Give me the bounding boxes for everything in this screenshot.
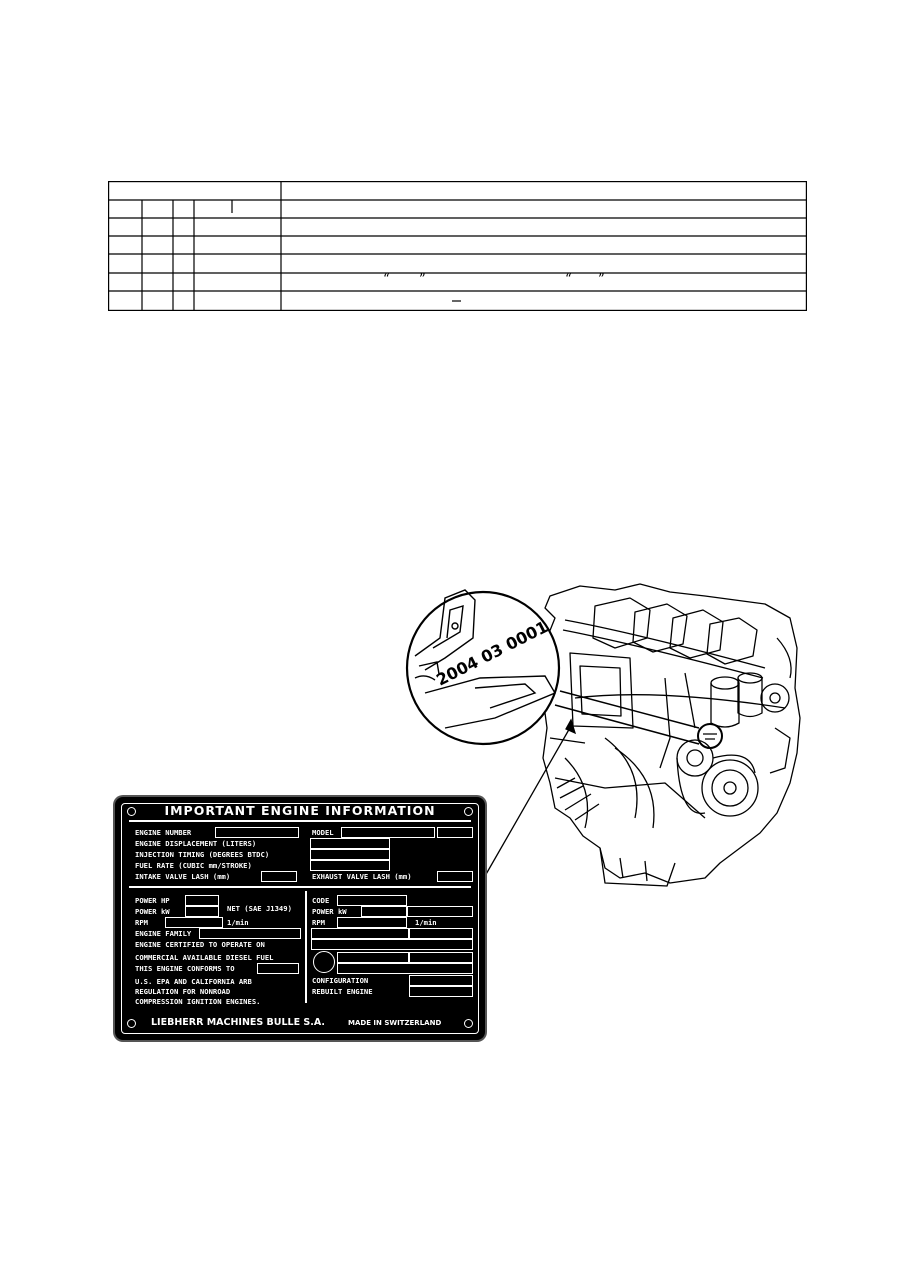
label-configuration: CONFIGURATION	[312, 976, 369, 985]
field-configuration	[409, 975, 473, 986]
label-rpm-right: RPM	[312, 918, 325, 927]
label-engine-family: ENGINE FAMILY	[135, 929, 192, 938]
field-code	[337, 895, 407, 906]
engine-serial-number: 2004 03 0001	[433, 617, 551, 690]
label-rpm: RPM	[135, 918, 148, 927]
field-model	[341, 827, 435, 838]
open-quote-2: “	[565, 272, 572, 287]
field-engine-displacement	[310, 838, 390, 849]
spec-table	[108, 181, 807, 311]
label-certified-line2: COMMERCIAL AVAILABLE DIESEL FUEL	[135, 953, 274, 962]
label-rebuilt-engine: REBUILT ENGINE	[312, 987, 373, 996]
certification-seal-icon	[313, 951, 335, 973]
field-power-kw	[185, 906, 219, 917]
field-seal-3	[337, 963, 473, 974]
open-quote-1: “	[383, 272, 390, 287]
field-power-kw-right	[361, 906, 407, 917]
label-per-min: 1/min	[227, 918, 249, 927]
label-manufacturer: LIEBHERR MACHINES BULLE S.A.	[151, 1017, 325, 1028]
field-fuel-rate	[310, 860, 390, 871]
label-epa-line2: REGULATION FOR NONROAD	[135, 987, 231, 996]
field-rpm-right	[337, 917, 407, 928]
label-code: CODE	[312, 896, 330, 905]
mounting-hole-icon	[127, 1019, 136, 1028]
label-net-sae: NET (SAE J1349)	[227, 904, 292, 913]
field-right-3	[311, 939, 473, 950]
field-conforms-to	[257, 963, 299, 974]
close-quote-1: ”	[419, 272, 426, 287]
field-rebuilt-engine	[409, 986, 473, 997]
label-exhaust-valve-lash: EXHAUST VALVE LASH (mm)	[312, 872, 412, 881]
field-right-2	[409, 928, 473, 939]
field-seal-2	[409, 952, 473, 963]
label-power-kw-right: POWER kW	[312, 907, 347, 916]
field-seal-1	[337, 952, 409, 963]
field-power-hp	[185, 895, 219, 906]
section-divider	[129, 886, 471, 888]
field-exhaust-valve-lash	[437, 871, 473, 882]
label-model: MODEL	[312, 828, 334, 837]
label-intake-valve-lash: INTAKE VALVE LASH (mm)	[135, 872, 231, 881]
label-power-kw: POWER kW	[135, 907, 170, 916]
label-power-hp: POWER HP	[135, 896, 170, 905]
field-injection-timing	[310, 849, 390, 860]
field-right-1	[311, 928, 409, 939]
field-engine-family	[199, 928, 301, 939]
spec-table-grid	[108, 181, 807, 311]
label-epa-line1: U.S. EPA AND CALIFORNIA ARB	[135, 977, 252, 986]
label-per-min-right: 1/min	[415, 918, 437, 927]
label-injection-timing: INJECTION TIMING (DEGREES BTDC)	[135, 850, 270, 859]
label-certified-line1: ENGINE CERTIFIED TO OPERATE ON	[135, 940, 265, 949]
label-engine-number: ENGINE NUMBER	[135, 828, 192, 837]
title-divider	[129, 820, 471, 822]
label-conforms-to: THIS ENGINE CONFORMS TO	[135, 964, 235, 973]
label-made-in: MADE IN SWITZERLAND	[348, 1019, 442, 1027]
label-engine-displacement: ENGINE DISPLACEMENT (LITERS)	[135, 839, 257, 848]
field-rpm	[165, 917, 223, 928]
column-divider	[305, 891, 307, 1003]
field-intake-valve-lash	[261, 871, 297, 882]
field-engine-number	[215, 827, 299, 838]
label-epa-line3: COMPRESSION IGNITION ENGINES.	[135, 997, 261, 1006]
mounting-hole-icon	[464, 1019, 473, 1028]
field-model-suffix	[437, 827, 473, 838]
nameplate-title: IMPORTANT ENGINE INFORMATION	[164, 803, 436, 818]
field-power-kw-extra	[407, 906, 473, 917]
label-fuel-rate: FUEL RATE (CUBIC mm/STROKE)	[135, 861, 252, 870]
close-quote-2: ”	[598, 272, 605, 287]
engine-nameplate	[115, 797, 485, 1040]
